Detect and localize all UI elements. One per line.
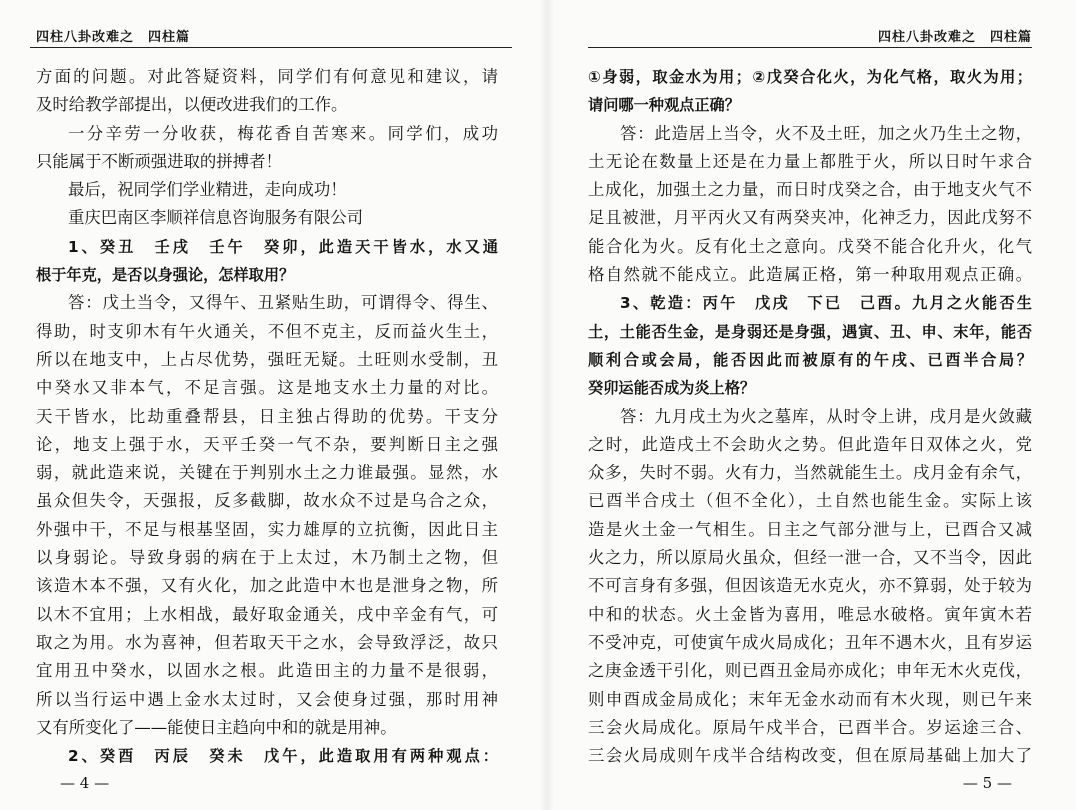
- book-gutter: [540, 0, 554, 810]
- question-line: ①身弱，取金水为用；②戊癸合化火，为化气格，取火为用；: [588, 68, 1032, 86]
- text-line: 中和的状态。火土金皆为喜用，唯忌水破格。寅年寅木若: [588, 604, 1032, 624]
- text-line: 中癸水又非本气，不足言强。这是地支水土力量的对比。: [36, 378, 498, 398]
- text-line: 答：九月戌土为火之墓库，从时令上讲，戌月是火敛藏: [620, 406, 1032, 426]
- left-page-number: — 4 —: [60, 774, 110, 792]
- text-line: 以身弱论。导致身弱的病在于上太过，木乃制土之物，但: [36, 548, 498, 568]
- right-header-rule: [588, 47, 1032, 48]
- question-line: 顺利合或会局，能否因此而被原有的午戌、已酉半合局？: [588, 350, 1032, 369]
- text-line: 则申酉成金局成化；末年无金水动而有木火现，则已午来: [588, 689, 1032, 709]
- text-line: 能合化为火。反有化土之意向。戊癸不能合化升火，化气: [588, 236, 1032, 256]
- text-line: 不受冲克，可使寅午成火局成化；丑年不遇木火，且有岁运: [588, 632, 1032, 652]
- text-line: 弱，就此造来说，关键在于判别水土之力谁最强。显然，水: [36, 463, 498, 483]
- right-page-number: — 5 —: [962, 774, 1012, 792]
- question-line: 癸卯运能否成为炎上格？: [588, 379, 756, 398]
- text-line: 天干皆水，比劫重叠帮县，日主独占得助的优势。干支分: [36, 406, 498, 426]
- text-line: 土无论在数量上还是在力量上都胜于火，所以日时午求合: [588, 151, 1032, 171]
- text-line: 足且被泄，月平丙火又有两癸夹冲，化神乏力，因此戊努不: [588, 208, 1032, 228]
- text-line: 造是火土金一气相生。日主之气部分泄与上，已酉合又减: [588, 519, 1032, 539]
- text-line: 上成化，加强土之力量，而日时戊癸之合，由于地支火气不: [588, 180, 1032, 200]
- text-line: 之庚金透干引化，则已酉丑金局亦成化；申年无木火克伐，: [588, 661, 1032, 681]
- question-line: 请问哪一种观点正确？: [588, 96, 740, 115]
- text-line: 以木不宜用；上水相战，最好取金通关，戌中辛金有气，可: [36, 604, 498, 624]
- left-running-header: 四柱八卦改难之 四柱篇: [36, 30, 191, 45]
- text-line: 最后，祝同学们学业精进，走向成功！: [68, 180, 347, 200]
- question-line: 3、乾造：丙午 戊戌 下已 己酉。九月之火能否生: [620, 294, 1032, 313]
- text-line: 论，地支上强于水，天平壬癸一气不杂，要判断日主之强: [36, 434, 498, 454]
- text-line: 三会火局成化。原局午戍半合，已酉半合。岁运途三合、: [588, 717, 1032, 737]
- text-line: 只能属于不断顽强进取的拼搏者！: [36, 151, 282, 171]
- text-line: 答：戊土当令，又得午、丑紧贴生助，可谓得令、得生、: [68, 293, 498, 313]
- left-header-rule: [30, 47, 512, 48]
- text-line: 宜用丑中癸水，以固水之根。此造田主的力量不是很弱，: [36, 661, 498, 681]
- left-body-text: [36, 63, 498, 770]
- text-line: 已酉半合戌土（但不全化），土自然也能生金。实际上该: [588, 491, 1032, 511]
- right-page: [588, 0, 1032, 810]
- right-body-text: [588, 63, 1032, 770]
- text-line: 重庆巴南区李顺祥信息咨询服务有限公司: [68, 208, 364, 228]
- left-page: [30, 0, 512, 810]
- text-line: 又有所变化了——能使日主趋向中和的就是用神。: [36, 717, 397, 737]
- text-line: 所以当行运中遇上金水太过时，又会使身过强，那时用神: [36, 689, 498, 709]
- text-line: 之时，此造戌土不会助火之势。但此造年日双体之火，党: [588, 434, 1032, 454]
- text-line: 虽众但失令，天强报，反多截脚，故水众不过是乌合之众，: [36, 491, 498, 511]
- text-line: 不可言身有多强，但因该造无水克火，亦不算弱，处于较为: [588, 576, 1032, 596]
- text-line: 得助，时支卯木有午火通关，不但不克主，反而益火生土，: [36, 321, 498, 341]
- text-line: 火之力，所以原局火虽众，但经一泄一合，又不当令，因此: [588, 548, 1032, 568]
- question-line: 1、癸丑 壬戌 壬午 癸卯，此造天干皆水，水又通: [68, 237, 498, 256]
- text-line: 及时给教学部提出，以便改进我们的工作。: [36, 95, 348, 115]
- text-line: 格自然就不能戍立。此造属正格，第一种取用观点正确。: [588, 265, 1032, 285]
- text-line: 所以在地支中，上占尽优势，强旺无疑。土旺则水受制，丑: [36, 349, 498, 369]
- question-line: 根于年克，是否以身强论，怎样取用？: [36, 266, 295, 285]
- text-line: 三会火局成则午戌半合结构改变，但在原局基础上加大了: [588, 746, 1032, 766]
- text-line: 外强中干，不足与根基坚固，实力雄厚的立抗衡，因此日主: [36, 519, 498, 539]
- question-line: 土，土能否生金，是身弱还是身强，遇寅、丑、申、末年，能否: [588, 322, 1032, 341]
- text-line: 众多，失时不弱。火有力，当然就能生土。戌月金有余气，: [588, 463, 1032, 483]
- text-line: 取之为用。水为喜神，但若取天干之水，会导致浮泛，故只: [36, 632, 498, 652]
- question-line: 2、癸酉 丙辰 癸未 戊午，此造取用有两种观点：: [68, 747, 498, 766]
- text-line: 答：此造居上当令，火不及土旺，加之火乃生土之物，: [620, 123, 1032, 143]
- text-line: 该造木本不强，又有火化，加之此造中木也是泄身之物，所: [36, 576, 498, 596]
- right-running-header: 四柱八卦改难之 四柱篇: [877, 30, 1032, 45]
- text-line: 方面的问题。对此答疑资料，同学们有何意见和建议，请: [36, 67, 498, 86]
- text-line: 一分辛劳一分收获，梅花香自苦寒来。同学们，成功: [68, 123, 498, 143]
